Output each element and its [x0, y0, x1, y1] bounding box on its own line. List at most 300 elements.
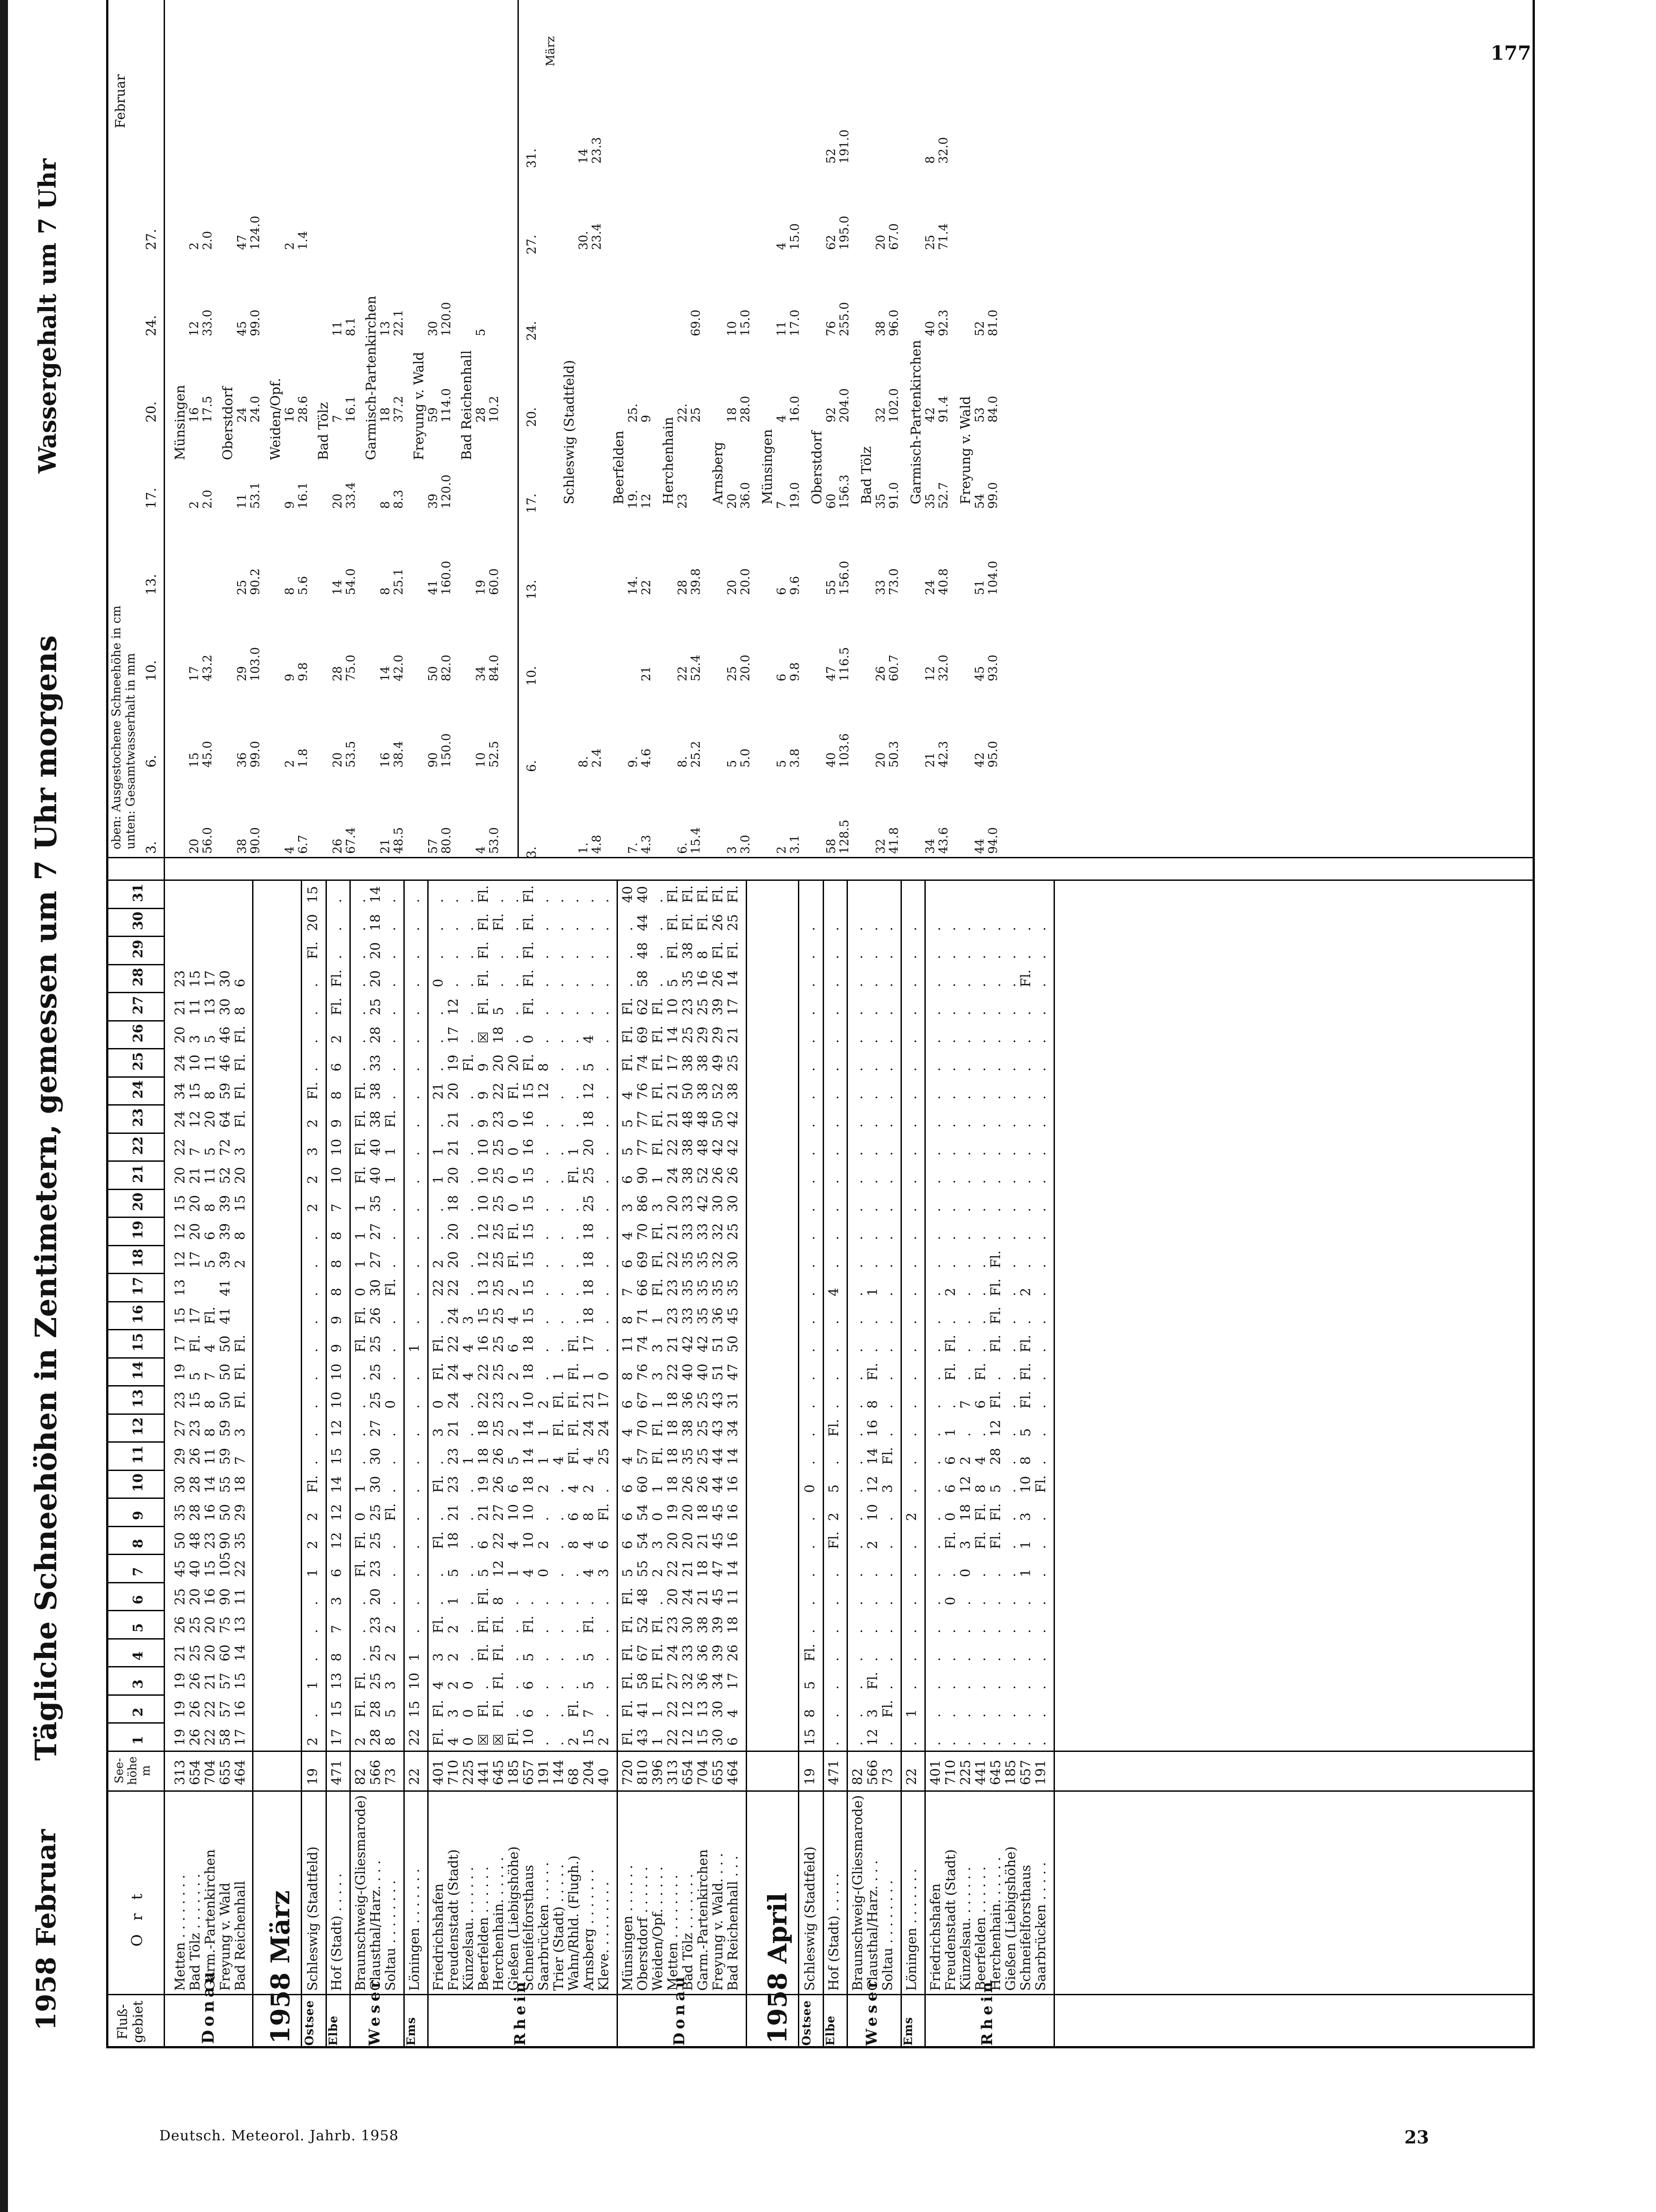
day-value: . [596, 1320, 612, 1325]
day-value: . [988, 926, 1004, 931]
water-station: Freyung v. Wald [411, 352, 427, 460]
day-value: . [305, 1348, 321, 1352]
day-value: 2 [305, 1175, 321, 1184]
station-name: Gießen (Liebigshöhe) [506, 1846, 521, 1991]
day-value: 8 [203, 1091, 218, 1100]
day-value: 19 [172, 1701, 188, 1718]
day-value: Fl. [880, 1700, 896, 1718]
day-value: . [904, 1320, 920, 1325]
day-value: 25 [188, 1644, 203, 1662]
day-value: . [431, 955, 446, 959]
day-value: Fl. [988, 1531, 1004, 1549]
day-value: 11 [203, 1448, 218, 1465]
day-value: Fl. [476, 941, 491, 959]
water-top: 14 [331, 580, 345, 595]
day-value: . [383, 1067, 399, 1071]
day-value: . [353, 1432, 368, 1437]
day-value: . [353, 1601, 368, 1605]
day-value: . [461, 1292, 476, 1296]
grid-hline [798, 881, 799, 2049]
day-value: Fl. [826, 1419, 842, 1437]
water-station: Freyung v. Wald [958, 396, 974, 504]
day-value: . [988, 1123, 1004, 1128]
day-value: 18 [665, 1391, 681, 1409]
day-value: 1 [353, 1260, 368, 1268]
day-value: 21 [431, 1083, 446, 1100]
header-day: 5 [130, 1623, 146, 1632]
water-bottom: 84.0 [986, 396, 1000, 422]
day-value: . [1018, 1207, 1034, 1212]
day-value: Fl. [650, 1672, 666, 1690]
day-value: . [958, 1432, 974, 1437]
day-value: . [958, 1657, 974, 1662]
water-top: 16 [379, 752, 392, 768]
day-value: 14 [725, 1448, 741, 1465]
day-value: . [928, 1488, 943, 1493]
day-value: 77 [635, 1139, 651, 1156]
day-value: 9 [329, 1344, 345, 1352]
day-value: 18 [725, 1616, 741, 1633]
day-value: . [904, 1263, 920, 1268]
day-value: 17 [596, 1391, 612, 1409]
station-height: 40 [596, 1768, 612, 1785]
day-value: 11 [725, 1588, 741, 1605]
day-value: Fl. [233, 1025, 248, 1044]
water-bottom: 99.0 [249, 309, 262, 336]
water-bottom: 160.0 [440, 561, 453, 595]
day-value: . [1033, 1067, 1049, 1071]
day-value: . [581, 926, 597, 931]
day-value: . [551, 926, 567, 931]
day-value: 12 [172, 1223, 188, 1240]
station-height: 22 [904, 1768, 920, 1785]
day-value: 51 [710, 1335, 726, 1352]
station-height: 657 [1018, 1759, 1034, 1785]
day-value: 6 [203, 1231, 218, 1240]
water-bottom: 25.2 [689, 741, 703, 768]
day-value: . [850, 1207, 866, 1212]
day-value: 40 [368, 1167, 383, 1184]
day-value: . [461, 1517, 476, 1521]
water-top: 15 [188, 752, 201, 768]
water-bottom: 17.0 [788, 309, 802, 336]
day-value: 20 [446, 1223, 461, 1240]
day-value: . [1003, 1067, 1019, 1071]
water-bottom: 2.0 [201, 231, 215, 250]
water-bottom: 81.0 [986, 309, 1000, 336]
day-value: . [928, 1179, 943, 1184]
day-value: Fl. [233, 1110, 248, 1128]
day-value: 24 [665, 1644, 681, 1662]
day-value: 1 [581, 1372, 597, 1381]
day-value: Fl. [506, 1082, 521, 1100]
day-value: Fl. [620, 1700, 636, 1718]
day-value: . [551, 1151, 567, 1156]
station-name: Hof (Stadt) . . . . . [826, 1873, 842, 1991]
day-value: . [943, 1236, 958, 1240]
day-value: 5 [188, 1372, 203, 1381]
day-value: . [536, 1123, 552, 1128]
water-top: 29 [235, 666, 249, 681]
day-value: . [928, 1432, 943, 1437]
day-value: . [1003, 1404, 1019, 1409]
station-height: 225 [958, 1759, 974, 1785]
day-value: . [1033, 1376, 1049, 1381]
day-value: Fl. [973, 1531, 989, 1549]
day-value: . [383, 1376, 399, 1381]
day-value: 19 [172, 1672, 188, 1690]
water-top: 17 [188, 666, 201, 681]
day-value: 17 [725, 998, 741, 1015]
day-value: . [431, 1320, 446, 1325]
day-value: 10 [329, 1167, 345, 1184]
day-value: . [566, 1011, 582, 1015]
water-bottom: 16.1 [296, 482, 310, 509]
day-value: . [536, 1179, 552, 1184]
day-value: 38 [695, 1083, 711, 1100]
day-value: Fl. [650, 1025, 666, 1044]
water-top: 35 [924, 493, 937, 509]
water-top: 13 [379, 321, 392, 336]
water-top: 52 [824, 148, 838, 164]
day-value: 6 [476, 1540, 491, 1549]
day-value: . [1003, 1263, 1019, 1268]
day-value: . [988, 1741, 1004, 1746]
day-value: Fl. [203, 1306, 218, 1325]
day-value: 41 [218, 1307, 233, 1325]
day-value: 19 [665, 1504, 681, 1521]
day-value: . [904, 1601, 920, 1605]
station-name: Schneifelforsthaus [521, 1865, 537, 1991]
day-value: 21 [476, 1504, 491, 1521]
day-value: 2 [650, 1568, 666, 1577]
day-value: Fl. [551, 1391, 567, 1409]
day-value: . [491, 899, 506, 903]
day-value: 18 [446, 1532, 461, 1549]
day-value: 25 [368, 1672, 383, 1690]
day-value: . [904, 1629, 920, 1633]
day-value: . [802, 1544, 818, 1549]
day-value: . [973, 1432, 989, 1437]
day-value: 60 [218, 1644, 233, 1662]
day-value: . [826, 955, 842, 959]
day-value: . [506, 1011, 521, 1015]
day-value: 6 [620, 1512, 636, 1521]
day-value: 5 [506, 1456, 521, 1465]
water-header-day-mar: 27. [524, 234, 539, 254]
day-value: 0 [383, 1400, 399, 1409]
day-value: 15 [233, 1195, 248, 1212]
day-value: 13 [233, 1616, 248, 1633]
grid-hline [301, 881, 302, 2049]
day-value: 30 [218, 998, 233, 1015]
day-value: . [904, 1151, 920, 1156]
day-value: 3 [233, 1428, 248, 1437]
day-value: . [904, 1207, 920, 1212]
day-value: 46 [218, 1054, 233, 1071]
day-value: 39 [218, 1223, 233, 1240]
day-value: 12 [680, 1728, 696, 1746]
day-value: . [973, 1095, 989, 1100]
day-value: 7 [329, 1203, 345, 1212]
day-value: 23 [491, 1391, 506, 1409]
day-value: 25 [491, 1363, 506, 1381]
day-value: 1 [650, 1400, 666, 1409]
day-value: 25 [491, 1139, 506, 1156]
day-value: . [431, 899, 446, 903]
day-value: 4 [620, 1231, 636, 1240]
day-value: Fl. [233, 1335, 248, 1352]
day-value: Fl. [1018, 1335, 1034, 1352]
day-value: 2 [581, 1484, 597, 1493]
day-value: 72 [218, 1139, 233, 1156]
water-header-day: 27. [144, 229, 159, 250]
water-bottom: 15.4 [689, 827, 703, 854]
day-value: . [536, 1376, 552, 1381]
day-value: 2 [383, 1624, 399, 1633]
day-value: 34 [710, 1672, 726, 1690]
day-value: 67 [635, 1644, 651, 1662]
day-value: . [850, 1573, 866, 1577]
day-value: 30 [218, 970, 233, 987]
day-value: 18 [581, 1110, 597, 1128]
day-value: 26 [710, 914, 726, 931]
day-value: . [1003, 1460, 1019, 1465]
day-value: 20 [491, 1054, 506, 1071]
station-name: Freyung v. Wald [218, 1882, 233, 1991]
water-bottom: 84.0 [487, 654, 501, 681]
day-value: 6 [620, 1484, 636, 1493]
station-name: Münsingen . . . . . . [620, 1865, 636, 1991]
day-value: 3 [880, 1484, 896, 1493]
day-value: . [551, 1544, 567, 1549]
day-value: 76 [635, 1363, 651, 1381]
day-value: . [1003, 1741, 1019, 1746]
day-value: . [850, 1432, 866, 1437]
day-value: Fl. [551, 1419, 567, 1437]
day-value: 8 [566, 1540, 582, 1549]
day-value: 42 [695, 1335, 711, 1352]
day-value: Fl. [973, 1503, 989, 1521]
water-bottom: 2.0 [201, 490, 215, 509]
day-value: 10 [476, 1195, 491, 1212]
station-height: 566 [865, 1759, 881, 1785]
day-value: 11 [203, 1054, 218, 1071]
day-value: 4 [203, 1344, 218, 1352]
day-value: Fl. [521, 998, 537, 1015]
water-top: 4 [474, 846, 488, 854]
day-value: . [461, 926, 476, 931]
day-value: . [407, 1376, 422, 1381]
day-value: 42 [725, 1110, 741, 1128]
day-value: 24 [446, 1391, 461, 1409]
grid-vline [106, 1386, 164, 1387]
day-value: 11 [620, 1335, 636, 1352]
water-top: 5 [474, 328, 488, 336]
day-value: . [958, 1741, 974, 1746]
grid-hline [518, 0, 519, 858]
day-value: 52 [710, 1083, 726, 1100]
day-value: 24 [446, 1307, 461, 1325]
day-value: 18 [476, 1420, 491, 1437]
day-value: . [383, 1544, 399, 1549]
station-name: Künzelsau. . . . . . . [958, 1866, 974, 1991]
day-value: . [973, 1348, 989, 1352]
day-value: . [802, 1067, 818, 1071]
day-value: . [407, 1011, 422, 1015]
day-value: . [850, 1657, 866, 1662]
day-value: . [802, 1320, 818, 1325]
day-value: . [826, 1151, 842, 1156]
water-header-day: 3. [144, 841, 159, 854]
station-height: 225 [461, 1759, 476, 1785]
day-value: . [353, 1629, 368, 1633]
water-top: 33 [874, 580, 888, 595]
day-value: 35 [680, 1279, 696, 1296]
day-value: . [826, 1011, 842, 1015]
day-value: Fl. [973, 1363, 989, 1381]
day-value: . [1033, 1657, 1049, 1662]
water-bottom: 94.0 [986, 827, 1000, 854]
water-bottom: 114.0 [440, 388, 453, 422]
day-value: . [536, 1236, 552, 1240]
day-value: . [826, 1573, 842, 1577]
water-top: 28 [474, 407, 488, 422]
day-value: 36 [710, 1307, 726, 1325]
day-value: 52 [635, 1616, 651, 1633]
day-value: . [943, 1685, 958, 1690]
basin-label: Donau [671, 1973, 688, 2046]
day-value: 27 [368, 1420, 383, 1437]
day-value: . [943, 955, 958, 959]
day-value: . [431, 1123, 446, 1128]
feb-year: 1958 [31, 1957, 62, 2031]
day-value: 17 [446, 1026, 461, 1044]
day-value: 0 [431, 1400, 446, 1409]
day-value: 29 [710, 1026, 726, 1044]
day-value: . [620, 983, 636, 987]
day-value: . [850, 1713, 866, 1718]
day-value: 51 [710, 1363, 726, 1381]
day-value: . [1003, 983, 1019, 987]
day-value: . [566, 1039, 582, 1044]
water-top: 1. [577, 842, 590, 854]
day-value: 21 [665, 1110, 681, 1128]
day-value: 6 [506, 1344, 521, 1352]
day-value: Fl. [1018, 1363, 1034, 1381]
day-value: . [1033, 1713, 1049, 1718]
day-value: 13 [172, 1279, 188, 1296]
day-value: Fl. [1018, 1391, 1034, 1409]
station-height: 645 [988, 1759, 1004, 1785]
day-value: . [904, 1376, 920, 1381]
day-value: Fl. [491, 1672, 506, 1690]
day-value: 45 [710, 1504, 726, 1521]
day-value: 38 [680, 1139, 696, 1156]
day-value: . [988, 1601, 1004, 1605]
day-value: . [1003, 1207, 1019, 1212]
water-top: 42 [924, 407, 937, 422]
day-value: . [407, 1067, 422, 1071]
day-value: . [596, 1685, 612, 1690]
header-day: 8 [130, 1539, 146, 1548]
day-value: 26 [188, 1728, 203, 1746]
day-value: Fl. [710, 885, 726, 903]
day-value: . [865, 1067, 881, 1071]
day-value: 90 [218, 1532, 233, 1549]
day-value: Fl. [305, 1475, 321, 1493]
water-bottom: 23.3 [590, 137, 604, 164]
grid-hline [403, 881, 405, 2049]
day-value: . [431, 1236, 446, 1240]
day-value: . [1018, 1039, 1034, 1044]
day-value: . [476, 1685, 491, 1690]
day-value: 4 [620, 1456, 636, 1465]
day-value: 20 [368, 970, 383, 987]
day-value: Fl. [988, 1391, 1004, 1409]
water-top: 51 [973, 580, 987, 595]
day-value: . [536, 955, 552, 959]
station-name: Friedrichshafen [928, 1883, 943, 1991]
water-top: 6 [775, 587, 789, 595]
day-value: . [536, 1207, 552, 1212]
water-top: 24 [924, 580, 937, 595]
water-header-day-mar: 24. [524, 321, 539, 341]
station-name: Clausthal/Harz. . . . [368, 1860, 383, 1991]
day-value: 6 [620, 1400, 636, 1409]
day-value: 20 [680, 1504, 696, 1521]
day-value: . [988, 955, 1004, 959]
day-value: Fl. [383, 1503, 399, 1521]
day-value: 12 [188, 1110, 203, 1128]
water-bottom: 53.0 [487, 827, 501, 854]
day-value: . [880, 955, 896, 959]
day-value: 25 [491, 1167, 506, 1184]
day-value: . [551, 1488, 567, 1493]
water-bottom: 6.7 [296, 835, 310, 854]
water-station: Herchenhain [661, 417, 676, 504]
grid-hline [847, 881, 848, 2049]
day-value: . [383, 1095, 399, 1100]
day-value: . [596, 1151, 612, 1156]
water-top: 9. [626, 756, 640, 768]
day-value: . [928, 1263, 943, 1268]
day-value: . [850, 1685, 866, 1690]
day-value: . [566, 1207, 582, 1212]
day-value: 20 [188, 1195, 203, 1212]
day-value: . [1003, 1488, 1019, 1493]
water-bottom: 90.2 [249, 568, 262, 595]
header-day: 15 [130, 1333, 146, 1352]
day-value: 15 [329, 1448, 345, 1465]
day-value: 2 [958, 1456, 974, 1465]
day-value: . [880, 1123, 896, 1128]
day-value: . [506, 1629, 521, 1633]
rotated-table [29, 0, 1535, 2048]
station-name: Saarbrücken . . . . . [536, 1862, 552, 1991]
day-value: . [551, 1657, 567, 1662]
day-value: 0 [650, 1512, 666, 1521]
day-value: 38 [680, 942, 696, 959]
day-value: . [880, 1573, 896, 1577]
day-value: . [1033, 1685, 1049, 1690]
day-value: 105 [218, 1551, 233, 1577]
water-top: 50 [426, 666, 440, 681]
day-value: 25 [680, 1026, 696, 1044]
day-value: . [551, 1179, 567, 1184]
water-top: 42 [973, 752, 987, 768]
day-value: 5 [446, 1568, 461, 1577]
